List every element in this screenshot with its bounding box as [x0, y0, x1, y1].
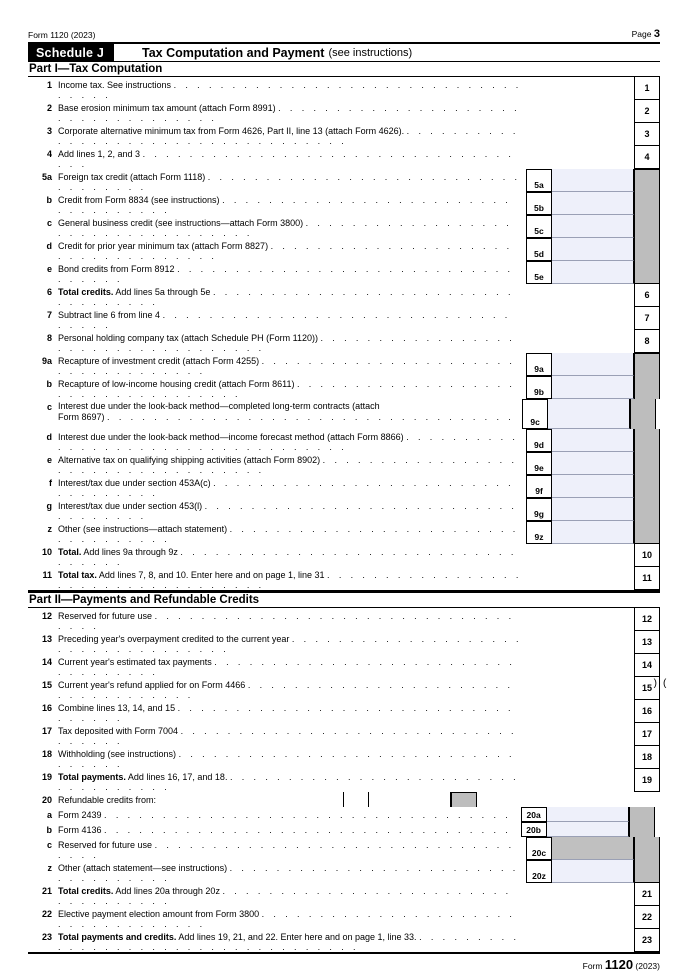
line-description: Interest due under the look-back method—income forecast method (attach Form 8866) . . . . . . . . . . . . . . . . . . . . . . . . . . . . . . . . . . .	[58, 432, 519, 452]
line-number-box: 22	[634, 906, 660, 929]
line-description: Recapture of low-income housing credit (attach Form 8611) . . . . . . . . . . . . . . . . . . . . . . . . . . . . . . . . . . .	[58, 379, 516, 399]
leader-dots: . . . . . . . . . . . . . . . . . . . . . . . . . . . . . . . . . . .	[58, 634, 522, 654]
line-number-box: 12	[634, 608, 660, 631]
line-description: Current year's estimated tax payments . . . . . . . . . . . . . . . . . . . . . . . . . . . . . . . . . . .	[58, 657, 516, 677]
line-number-label: 10	[41, 547, 52, 557]
line-number-label: 3	[46, 126, 52, 136]
line-number-box: 10	[634, 544, 660, 567]
line-description: Refundable credits from:	[58, 795, 157, 805]
line-description: Alternative tax on qualifying shipping activities (attach Form 8902) . . . . . . . . . . . . . . . . . . . . . . . . . . . . . . . . . . .	[58, 455, 518, 475]
line-number-label: 22	[41, 909, 52, 919]
amount-cell-empty	[656, 399, 660, 429]
leader-dots: . . . . . . . . . . . . . . . . . . . . . . . . . . . . . . . . . . .	[104, 810, 512, 820]
leader-dots: . . . . . . . . . . . . . . . . . . . . . . . . . . . . . . . . . . .	[58, 310, 511, 330]
line-description: Recapture of investment credit (attach Form 4255) . . . . . . . . . . . . . . . . . . . . . . . . . . . . . . . . . . .	[58, 356, 516, 376]
line-number-box: 4	[634, 146, 660, 169]
leader-dots: . . . . . . . . . . . . . . . . . . . . . . . . . . . . . . . . . . .	[58, 80, 522, 100]
line-number-label: 14	[41, 657, 52, 667]
line-number-label: 20	[41, 795, 52, 805]
schedule-title-text: Tax Computation and Payment	[142, 45, 325, 60]
line-number-label: 13	[41, 634, 52, 644]
line-number-label: z	[47, 863, 52, 873]
shaded-spacer-column	[634, 521, 660, 544]
leader-gap	[526, 746, 634, 769]
line-description: Total payments. Add lines 16, 17, and 18. . . . . . . . . . . . . . . . . . . . . . . . . . . . . . . . . . . .	[58, 772, 520, 792]
line-number-label: 19	[41, 772, 52, 782]
shaded-spacer-column	[451, 792, 477, 807]
page-label: Page	[631, 29, 652, 39]
line-description: Elective payment election amount from Form 3800 . . . . . . . . . . . . . . . . . . . . . . . . . . . . . . . . . . .	[58, 909, 516, 929]
line-number-box: 2	[634, 100, 660, 123]
line-number-label: 1	[46, 80, 52, 90]
line-description: Reserved for future use . . . . . . . . . . . . . . . . . . . . . . . . . . . . . . . . . . .	[58, 611, 515, 631]
line-description: Total tax. Add lines 7, 8, and 10. Enter here and on page 1, line 31 . . . . . . . . . . . . . . . . . . . . . . . . . . . . . . . . . . .	[58, 570, 522, 590]
form-line-row	[28, 376, 660, 399]
sub-amount-input[interactable]	[552, 452, 634, 475]
line-number-label: c	[46, 840, 52, 850]
sub-amount-cell-reserved	[552, 837, 634, 860]
line-number-label: e	[46, 264, 52, 274]
sub-amount-input[interactable]	[552, 261, 634, 284]
amount-cell-empty	[477, 792, 660, 807]
line-description: Withholding (see instructions) . . . . . . . . . . . . . . . . . . . . . . . . . . . . . . . . . . .	[58, 749, 515, 769]
leader-gap	[526, 567, 634, 590]
sub-line-number-box: 20b	[521, 822, 547, 837]
sub-amount-input[interactable]	[547, 807, 629, 822]
line-number-label: f	[49, 478, 52, 488]
line-description: Reserved for future use . . . . . . . . . . . . . . . . . . . . . . . . . . . . . . . . . . .	[58, 840, 515, 860]
line-number-box: 18	[634, 746, 660, 769]
line-number-box: 6	[634, 284, 660, 307]
page-number: 3	[653, 28, 660, 40]
form-line-row	[28, 307, 660, 330]
form-line-row	[28, 700, 660, 723]
sub-line-number-box: 5e	[526, 261, 552, 284]
line-number-label: 5a	[41, 172, 52, 182]
leader-gap	[526, 608, 634, 631]
line-number-box: 16	[634, 700, 660, 723]
line-number-box: 7	[634, 307, 660, 330]
line-number-box: 19	[634, 769, 660, 792]
line-number-label: 21	[41, 886, 52, 896]
line-number-box: 1	[634, 77, 660, 100]
leader-dots: . . . . . . . . . . . . . . . . . . . . . . . . . . . . . . . . . . .	[58, 570, 522, 590]
line-description: General business credit (see instructions—attach Form 3800) . . . . . . . . . . . . . . . . . . . . . . . . . . . . . . . . . . .	[58, 218, 513, 238]
line-description: Total credits. Add lines 5a through 5e . . . . . . . . . . . . . . . . . . . . . . . . . . . . . . . . . . .	[58, 287, 514, 307]
sub-amount-input[interactable]	[552, 238, 634, 261]
line-description: Combine lines 13, 14, and 15 . . . . . . . . . . . . . . . . . . . . . . . . . . . . . . . . . . .	[58, 703, 514, 723]
leader-gap	[526, 883, 634, 906]
leader-dots: . . . . . . . . . . . . . . . . . . . . . . . . . . . . . . . . . . .	[58, 680, 514, 700]
form-page	[28, 28, 667, 972]
line-description: Income tax. See instructions . . . . . . . . . . . . . . . . . . . . . . . . . . . . . . . . . . .	[58, 80, 522, 100]
footer-year: (2023)	[635, 961, 660, 971]
leader-gap	[526, 330, 634, 353]
leader-dots: . . . . . . . . . . . . . . . . . . . . . . . . . . . . . . . . . . .	[58, 149, 515, 169]
shaded-spacer-column	[634, 215, 660, 238]
line-description: Other (see instructions—attach statement) . . . . . . . . . . . . . . . . . . . . . . . . . . . . . . . . . . .	[58, 524, 519, 544]
shaded-spacer-column	[634, 353, 660, 376]
leader-gap	[526, 77, 634, 100]
leader-gap	[526, 544, 634, 567]
line-description: Form 2439 . . . . . . . . . . . . . . . . . . . . . . . . . . . . . . . . . . .	[58, 810, 512, 820]
form-line-row	[28, 608, 660, 631]
line-number-label: e	[46, 455, 52, 465]
leader-dots: . . . . . . . . . . . . . . . . . . . . . . . . . . . . . . . . . . .	[58, 726, 517, 746]
sub-line-number-box: 9f	[526, 475, 552, 498]
shaded-spacer-column	[629, 822, 655, 837]
part-2-header: Part II—Payments and Refundable Credits	[28, 592, 660, 608]
leader-dots: . . . . . . . . . . . . . . . . . . . . . . . . . . . . . . . . . . .	[58, 478, 515, 498]
form-footer	[28, 954, 660, 972]
form-line-row	[28, 837, 660, 860]
sub-line-number-box: 5d	[526, 238, 552, 261]
leader-gap	[526, 146, 634, 169]
sub-line-number-box: 20a	[521, 807, 547, 822]
schedule-subtitle-text: (see instructions)	[328, 46, 413, 59]
line-description: Total. Add lines 9a through 9z . . . . . . . . . . . . . . . . . . . . . . . . . . . . . . . . . . .	[58, 547, 517, 567]
sub-line-number-box: 9z	[526, 521, 552, 544]
leader-dots: . . . . . . . . . . . . . . . . . . . . . . . . . . . . . . . . . . .	[58, 657, 516, 677]
shaded-spacer-column	[634, 169, 660, 192]
sub-line-number-box: 9e	[526, 452, 552, 475]
form-line-row	[28, 654, 660, 677]
shaded-spacer-column	[634, 261, 660, 284]
line-number-label: 16	[41, 703, 52, 713]
form-line-row	[28, 544, 660, 567]
leader-gap	[526, 307, 634, 330]
sub-amount-input[interactable]	[552, 521, 634, 544]
sub-amount-input[interactable]	[552, 376, 634, 399]
line-number-box: 11	[634, 567, 660, 590]
line-description: Base erosion minimum tax amount (attach Form 8991) . . . . . . . . . . . . . . . . . . . . . . . . . . . . . . . . . . .	[58, 103, 521, 123]
line-number-label: 23	[41, 932, 52, 942]
line-number-label: 8	[46, 333, 52, 343]
leader-gap	[526, 284, 634, 307]
page-top-header	[28, 28, 660, 42]
leader-dots: . . . . . . . . . . . . . . . . . . . . . . . . . . . . . . . . . . .	[58, 287, 514, 307]
schedule-title-bar	[28, 42, 660, 62]
leader-dots: . . . . . . . . . . . . . . . . . . . . . . . . . . . . . . . . . . .	[58, 611, 515, 631]
shaded-spacer-column	[634, 452, 660, 475]
sub-line-number-box: 5c	[526, 215, 552, 238]
leader-dots: . . . . . . . . . . . . . . . . . . . . . . . . . . . . . . . . . . .	[58, 840, 515, 860]
amount-cell-empty	[655, 807, 660, 822]
sub-line-number-box: 5a	[526, 169, 552, 192]
form-line-row	[28, 521, 660, 544]
sub-line-number-box: 5b	[526, 192, 552, 215]
leader-dots: . . . . . . . . . . . . . . . . . . . . . . . . . . . . . . . . . . .	[104, 825, 512, 835]
footer-form-word: Form	[582, 961, 603, 971]
leader-dots: . . . . . . . . . . . . . . . . . . . . . . . . . . . . . . . . . . .	[58, 195, 512, 215]
form-line-row	[28, 238, 660, 261]
line-description: Interest due under the look-back method—completed long-term contracts (attach Form 8697) . . . . . . . . . . . . . . . . . . . . . . . . . . . . . . . . . . .	[58, 401, 515, 422]
line-description: Form 4136 . . . . . . . . . . . . . . . . . . . . . . . . . . . . . . . . . . .	[58, 825, 512, 835]
line-number-label: 4	[46, 149, 52, 159]
form-line-row	[28, 498, 660, 521]
leader-dots: . . . . . . . . . . . . . . . . . . . . . . . . . . . . . . . . . . .	[58, 501, 518, 521]
leader-dots: . . . . . . . . . . . . . . . . . . . . . . . . . . . . . . . . . . .	[58, 932, 520, 952]
line-number-label: 18	[41, 749, 52, 759]
line-number-box: 17	[634, 723, 660, 746]
sub-line-number-box: 20z	[526, 860, 552, 883]
part-1-rows	[28, 77, 660, 592]
leader-gap	[526, 723, 634, 746]
line-number-label: b	[46, 825, 52, 835]
form-line-row	[28, 631, 660, 654]
line-number-box: 14	[634, 654, 660, 677]
form-line-row	[28, 906, 660, 929]
form-line-row	[28, 807, 660, 822]
page-indicator	[632, 28, 660, 40]
leader-gap	[526, 700, 634, 723]
form-line-row	[28, 261, 660, 284]
line-number-label: b	[46, 379, 52, 389]
form-line-row	[28, 929, 660, 952]
sub-line-number-box: 9c	[522, 399, 548, 429]
sub-amount-input[interactable]	[552, 475, 634, 498]
leader-gap	[526, 100, 634, 123]
shaded-spacer-column	[634, 192, 660, 215]
leader-dots: . . . . . . . . . . . . . . . . . . . . . . . . . . . . . . . . . . .	[58, 241, 513, 261]
line-number-label: c	[46, 402, 52, 412]
leader-gap	[526, 929, 634, 952]
form-line-row	[28, 792, 660, 807]
sub-amount-input[interactable]	[548, 399, 630, 429]
leader-gap	[526, 677, 634, 700]
leader-dots: . . . . . . . . . . . . . . . . . . . . . . . . . . . . . . . . . . .	[58, 886, 512, 906]
sub-amount-input[interactable]	[552, 353, 634, 376]
line-number-label: 9a	[41, 356, 52, 366]
form-line-row	[28, 123, 660, 146]
line-description: Credit for prior year minimum tax (attach Form 8827) . . . . . . . . . . . . . . . . . . . . . . . . . . . . . . . . . . .	[58, 241, 513, 261]
shaded-spacer-column	[634, 429, 660, 452]
shaded-spacer-column	[629, 807, 655, 822]
sub-amount-input[interactable]	[552, 860, 634, 883]
shaded-spacer-column	[630, 399, 656, 429]
line-number-label: 12	[41, 611, 52, 621]
sub-line-number-box: 20c	[526, 837, 552, 860]
line-description: Other (attach statement—see instructions) . . . . . . . . . . . . . . . . . . . . . . . . . . . . . . . . . . .	[58, 863, 519, 883]
line-number-label: 15	[41, 680, 52, 690]
line-description: Credit from Form 8834 (see instructions) . . . . . . . . . . . . . . . . . . . . . . . . . . . . . . . . . . .	[58, 195, 512, 215]
line-number-box: 21	[634, 883, 660, 906]
form-line-row	[28, 769, 660, 792]
sub-line-number-box: 9g	[526, 498, 552, 521]
leader-gap	[526, 906, 634, 929]
line-number-box: 23	[634, 929, 660, 952]
line-number-label: c	[46, 218, 52, 228]
leader-dots: . . . . . . . . . . . . . . . . . . . . . . . . . . . . . . . . . . .	[58, 547, 517, 567]
shaded-spacer-column	[634, 238, 660, 261]
leader-dots: . . . . . . . . . . . . . . . . . . . . . . . . . . . . . . . . . . .	[58, 126, 519, 146]
leader-gap	[526, 769, 634, 792]
form-line-row	[28, 330, 660, 353]
form-line-row	[28, 429, 660, 452]
line-description: Personal holding company tax (attach Schedule PH (Form 1120)) . . . . . . . . . . . . . . . . . . . . . . . . . . . . . . . . . . .	[58, 333, 516, 353]
leader-gap	[526, 123, 634, 146]
form-reference: Form 1120 (2023)	[28, 30, 96, 40]
sub-amount-opening	[369, 792, 451, 807]
line-description: Corporate alternative minimum tax from Form 4626, Part II, line 13 (attach Form 4626). . . . . . . . . . . . . . . . . . . . . . . . . . . . . . . . . . . .	[58, 126, 519, 146]
paren-open: (	[663, 678, 667, 689]
form-line-row	[28, 452, 660, 475]
sub-line-number-box: 9b	[526, 376, 552, 399]
leader-gap	[526, 631, 634, 654]
sub-amount-input[interactable]	[552, 498, 634, 521]
line-number-label: 7	[46, 310, 52, 320]
leader-dots: . . . . . . . . . . . . . . . . . . . . . . . . . . . . . . . . . . .	[58, 379, 516, 399]
paren-close: )	[653, 678, 657, 689]
line-number-label: b	[46, 195, 52, 205]
line-number-box: 13	[634, 631, 660, 654]
leader-dots: . . . . . . . . . . . . . . . . . . . . . . . . . . . . . . . . . . .	[58, 356, 516, 376]
line-number-box: 3	[634, 123, 660, 146]
sub-amount-input[interactable]	[552, 429, 634, 452]
line-number-label: z	[47, 524, 52, 534]
line-description: Interest/tax due under section 453(l) . . . . . . . . . . . . . . . . . . . . . . . . . . . . . . . . . . .	[58, 501, 518, 521]
form-line-row	[28, 169, 660, 192]
form-line-row	[28, 215, 660, 238]
form-line-row	[28, 746, 660, 769]
line-number-label: 6	[46, 287, 52, 297]
line-number-box: 8	[634, 330, 660, 353]
line-description: Preceding year's overpayment credited to the current year . . . . . . . . . . . . . . . . . . . . . . . . . . . . . . . . . . .	[58, 634, 522, 654]
line-description: Foreign tax credit (attach Form 1118) . . . . . . . . . . . . . . . . . . . . . . . . . . . . . . . . . . .	[58, 172, 521, 192]
shaded-spacer-column	[634, 475, 660, 498]
leader-dots: . . . . . . . . . . . . . . . . . . . . . . . . . . . . . . . . . . .	[58, 264, 514, 284]
part-1-header: Part I—Tax Computation	[28, 62, 660, 77]
form-line-row	[28, 146, 660, 169]
line-description: Current year's refund applied for on Form 4466 . . . . . . . . . . . . . . . . . . . . . . . . . . . . . . . . . . .	[58, 680, 514, 700]
sub-amount-input[interactable]	[547, 822, 629, 837]
leader-dots: . . . . . . . . . . . . . . . . . . . . . . . . . . . . . . . . . . .	[58, 455, 518, 475]
leader-dots: . . . . . . . . . . . . . . . . . . . . . . . . . . . . . . . . . . .	[58, 218, 513, 238]
line-description: Bond credits from Form 8912 . . . . . . . . . . . . . . . . . . . . . . . . . . . . . . . . . . .	[58, 264, 514, 284]
form-line-row	[28, 284, 660, 307]
line-number-label: 2	[46, 103, 52, 113]
line-number-label: 11	[42, 570, 52, 580]
line-number-label: d	[46, 432, 52, 442]
shaded-spacer-column	[634, 860, 660, 883]
form-line-row	[28, 100, 660, 123]
amount-cell-empty	[655, 822, 660, 837]
line-number-label: 17	[41, 726, 52, 736]
schedule-heading	[114, 44, 660, 61]
line-number-label: a	[46, 810, 52, 820]
leader-dots: . . . . . . . . . . . . . . . . . . . . . . . . . . . . . . . . . . .	[58, 333, 516, 353]
form-line-row	[28, 77, 660, 100]
form-line-row	[28, 822, 660, 837]
form-line-row	[28, 192, 660, 215]
leader-gap	[526, 654, 634, 677]
line-number-box: 15	[634, 677, 660, 700]
form-line-row	[28, 883, 660, 906]
leader-dots: . . . . . . . . . . . . . . . . . . . . . . . . . . . . . . . . . . .	[58, 772, 520, 792]
line-description: Subtract line 6 from line 4 . . . . . . . . . . . . . . . . . . . . . . . . . . . . . . . . . . .	[58, 310, 511, 330]
leader-dots: . . . . . . . . . . . . . . . . . . . . . . . . . . . . . . . . . . .	[58, 703, 514, 723]
line-number-label: g	[46, 501, 52, 511]
line-description: Add lines 1, 2, and 3 . . . . . . . . . . . . . . . . . . . . . . . . . . . . . . . . . . .	[58, 149, 515, 169]
form-line-row	[28, 475, 660, 498]
footer-form-number: 1120	[604, 957, 634, 972]
sub-amount-input[interactable]	[552, 192, 634, 215]
shaded-spacer-column	[634, 376, 660, 399]
form-line-row	[28, 353, 660, 376]
line-description: Total credits. Add lines 20a through 20z . . . . . . . . . . . . . . . . . . . . . . . . . . . . . . . . . . .	[58, 886, 512, 906]
leader-dots: . . . . . . . . . . . . . . . . . . . . . . . . . . . . . . . . . . .	[58, 172, 521, 192]
form-line-row	[28, 860, 660, 883]
sub-line-box-opening	[343, 792, 369, 807]
leader-dots: . . . . . . . . . . . . . . . . . . . . . . . . . . . . . . . . . . .	[58, 103, 521, 123]
leader-dots: . . . . . . . . . . . . . . . . . . . . . . . . . . . . . . . . . . .	[58, 524, 519, 544]
form-line-row	[28, 567, 660, 590]
form-line-row	[28, 677, 667, 700]
schedule-tag: Schedule J	[28, 44, 114, 61]
leader-dots: . . . . . . . . . . . . . . . . . . . . . . . . . . . . . . . . . . .	[58, 909, 516, 929]
part-2-rows	[28, 608, 667, 954]
line-description: Total payments and credits. Add lines 19, 21, and 22. Enter here and on page 1, line 33. . . . . . . . . . . . . . . . . . . . . . . . . . . . . . . . . . . .	[58, 932, 520, 952]
form-line-row	[28, 723, 660, 746]
line-description: Interest/tax due under section 453A(c) . . . . . . . . . . . . . . . . . . . . . . . . . . . . . . . . . . .	[58, 478, 515, 498]
form-line-row	[28, 399, 660, 429]
leader-dots: . . . . . . . . . . . . . . . . . . . . . . . . . . . . . . . . . . .	[58, 863, 519, 883]
sub-amount-input[interactable]	[552, 169, 634, 192]
leader-dots: . . . . . . . . . . . . . . . . . . . . . . . . . . . . . . . . . . .	[58, 432, 519, 452]
sub-line-number-box: 9a	[526, 353, 552, 376]
line-number-label: d	[46, 241, 52, 251]
shaded-spacer-column	[634, 837, 660, 860]
sub-line-number-box: 9d	[526, 429, 552, 452]
line-description: Tax deposited with Form 7004 . . . . . . . . . . . . . . . . . . . . . . . . . . . . . . . . . . .	[58, 726, 517, 746]
leader-dots: . . . . . . . . . . . . . . . . . . . . . . . . . . . . . . . . . . .	[58, 749, 515, 769]
shaded-spacer-column	[634, 498, 660, 521]
sub-amount-input[interactable]	[552, 215, 634, 238]
